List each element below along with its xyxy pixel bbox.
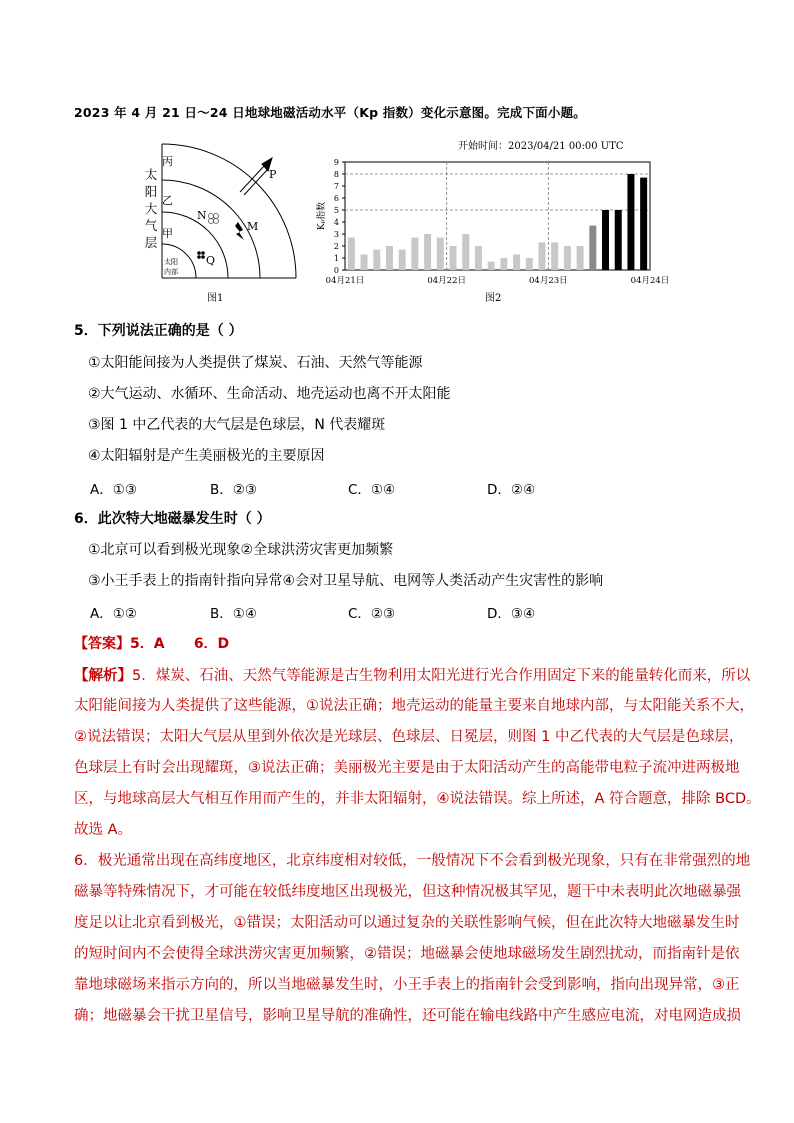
q5-option-c[interactable]: C．①④ — [348, 482, 396, 498]
y-tick-label: 7 — [333, 182, 339, 191]
side-char-5: 层 — [144, 235, 158, 250]
outer-arc-bing — [162, 144, 296, 278]
analysis-line-1 — [74, 664, 751, 685]
core-label-2: 内部 — [164, 268, 178, 276]
analysis-line-8: 磁暴等特殊情况下，才可能在较低纬度地区出现极光，但这种情况极其罕见，题干中未表明此次地磁暴强 — [74, 884, 741, 900]
q5-statement-4: ④太阳辐射是产生美丽极光的主要原因 — [88, 448, 325, 464]
analysis-line-12: 确；地磁暴会干扰卫星信号，影响卫星导航的准确性，还可能在输电线路中产生感应电流，对电网造成损 — [74, 1008, 741, 1024]
kp-bar — [462, 234, 469, 270]
kp-index-chart — [310, 148, 670, 288]
kp-bar — [577, 246, 584, 270]
kp-bar — [386, 246, 393, 270]
x-tick-label: 04月24日 — [630, 276, 670, 286]
x-tick-label: 04月22日 — [427, 276, 466, 286]
layer-yi-label: 乙 — [162, 194, 173, 207]
intro-text: 2023 年 4 月 21 日～24 日地球地磁活动水平（Kp 指数）变化示意图。完成下面小题。 — [74, 105, 586, 120]
chart-header: 开始时间：2023/04/21 00:00 UTC — [458, 141, 624, 152]
y-tick-label: 8 — [333, 170, 339, 179]
atmosphere-side-label — [144, 166, 158, 251]
kp-bar — [538, 242, 545, 270]
analysis-line-9: 度足以让北京看到极光，①错误；太阳活动可以通过复杂的关联性影响气候，但在此次特大地磁暴发生时 — [74, 915, 740, 931]
q-dots-icon — [197, 251, 205, 259]
kp-bar — [450, 246, 457, 270]
analysis-line-6: 故选 A。 — [74, 822, 133, 838]
label-q: Q — [206, 254, 216, 267]
m-flare-icon — [235, 222, 244, 240]
q5-statement-3: ③图 1 中乙代表的大气层是色球层，N 代表耀斑 — [88, 417, 386, 433]
kp-bar — [627, 174, 634, 270]
kp-bar — [437, 238, 444, 270]
side-char-3: 大 — [144, 201, 158, 216]
kp-bar — [488, 262, 495, 270]
y-tick-label: 0 — [333, 266, 339, 275]
y-tick-label: 5 — [333, 206, 339, 215]
kp-bar — [361, 254, 368, 270]
kp-bar — [615, 210, 622, 270]
label-p: P — [269, 168, 277, 181]
q6-statement-1: ①北京可以看到极光现象②全球洪涝灾害更加频繁 — [88, 542, 394, 558]
analysis-text-1: 5．煤炭、石油、天然气等能源是古生物利用太阳光进行光合作用固定下来的能量转化而来，所以 — [132, 668, 751, 684]
answer-text: 5．A 6．D — [130, 636, 230, 652]
figure-1-diagram — [140, 140, 315, 302]
q5-statement-1: ①太阳能间接为人类提供了煤炭、石油、天然气等能源 — [88, 355, 423, 371]
kp-bar — [424, 234, 431, 270]
kp-bar — [602, 210, 609, 270]
kp-bar — [589, 226, 596, 270]
kp-bar — [551, 242, 558, 270]
y-tick-label: 4 — [333, 218, 339, 227]
answer-line — [74, 633, 229, 653]
q6-stem: 6．此次特大地磁暴发生时（ ） — [74, 511, 271, 527]
q6-option-a[interactable]: A．①② — [90, 606, 137, 622]
x-tick-label: 04月23日 — [529, 276, 568, 286]
analysis-line-2: 太阳能间接为人类提供了这些能源，①说法正确；地壳运动的能量主要来自地球内部，与太阳能关系不大， — [74, 698, 754, 714]
kp-bar — [513, 254, 520, 270]
label-m: M — [247, 220, 259, 233]
y-tick-label: 3 — [333, 230, 339, 239]
y-tick-label: 6 — [333, 194, 339, 203]
analysis-line-7: 6．极光通常出现在高纬度地区，北京纬度相对较低，一般情况下不会看到极光现象，只有在非常强烈的地 — [74, 853, 751, 869]
side-char-4: 气 — [144, 218, 158, 233]
analysis-line-3: ②说法错误；太阳大气层从里到外依次是光球层、色球层、日冕层，则图 1 中乙代表的大气层是色球层， — [74, 729, 744, 745]
kp-bar — [399, 250, 406, 270]
kp-bar — [411, 238, 418, 270]
q6-option-d[interactable]: D．③④ — [487, 606, 536, 622]
analysis-line-11: 靠地球磁场来指示方向的，所以当地磁暴发生时，小王手表上的指南针会受到影响，指向出现异常，③正 — [74, 977, 740, 993]
side-char-2: 阳 — [144, 184, 158, 199]
core-label-1: 太阳 — [164, 258, 178, 266]
kp-bar — [526, 258, 533, 270]
analysis-label: 【解析】 — [74, 668, 132, 684]
analysis-line-5: 区，与地球高层大气相互作用而产生的，并非太阳辐射，④说法错误。综上所述，A 符合题意，排除 BCD。 — [74, 791, 761, 807]
kp-bar — [500, 258, 507, 270]
y-tick-label: 1 — [333, 254, 339, 263]
figure-1-caption: 图1 — [207, 293, 224, 304]
q5-statement-2: ②大气运动、水循环、生命活动、地壳运动也离不开太阳能 — [88, 386, 451, 402]
analysis-line-10: 的短时间内不会使得全球洪涝灾害更加频繁，②错误；地磁暴会使地球磁场发生剧烈扰动，而指南针是依 — [74, 946, 740, 962]
kp-bar — [348, 238, 355, 270]
kp-bar — [640, 178, 647, 270]
kp-bar — [564, 246, 571, 270]
q6-option-c[interactable]: C．②③ — [348, 606, 396, 622]
n-spot-icon — [209, 214, 219, 224]
y-tick-label: 9 — [333, 158, 339, 167]
layer-bing-label: 丙 — [162, 155, 173, 168]
kp-bar — [475, 246, 482, 270]
analysis-line-4: 色球层上有时会出现耀斑，③说法正确；美丽极光主要是由于太阳活动产生的高能带电粒子流冲进两极地 — [74, 760, 740, 776]
answer-label: 【答案】 — [74, 636, 130, 652]
q5-option-b[interactable]: B．②③ — [210, 482, 257, 498]
kp-bar — [373, 250, 380, 270]
q6-option-b[interactable]: B．①④ — [210, 606, 257, 622]
x-tick-label: 04月21日 — [325, 276, 365, 286]
p-arrow-icon — [240, 158, 272, 195]
side-char-1: 太 — [144, 167, 158, 182]
y-axis-label: Kₚ指数 — [317, 201, 327, 231]
label-n: N — [197, 209, 207, 222]
q5-option-a[interactable]: A．①③ — [90, 482, 137, 498]
figure-2-caption: 图2 — [485, 293, 502, 304]
q5-option-d[interactable]: D．②④ — [487, 482, 536, 498]
q5-stem: 5．下列说法正确的是（ ） — [74, 323, 243, 339]
y-tick-label: 2 — [333, 242, 339, 251]
layer-jia-label: 甲 — [162, 227, 173, 240]
q6-statement-2: ③小王手表上的指南针指向异常④会对卫星导航、电网等人类活动产生灾害性的影响 — [88, 573, 604, 589]
